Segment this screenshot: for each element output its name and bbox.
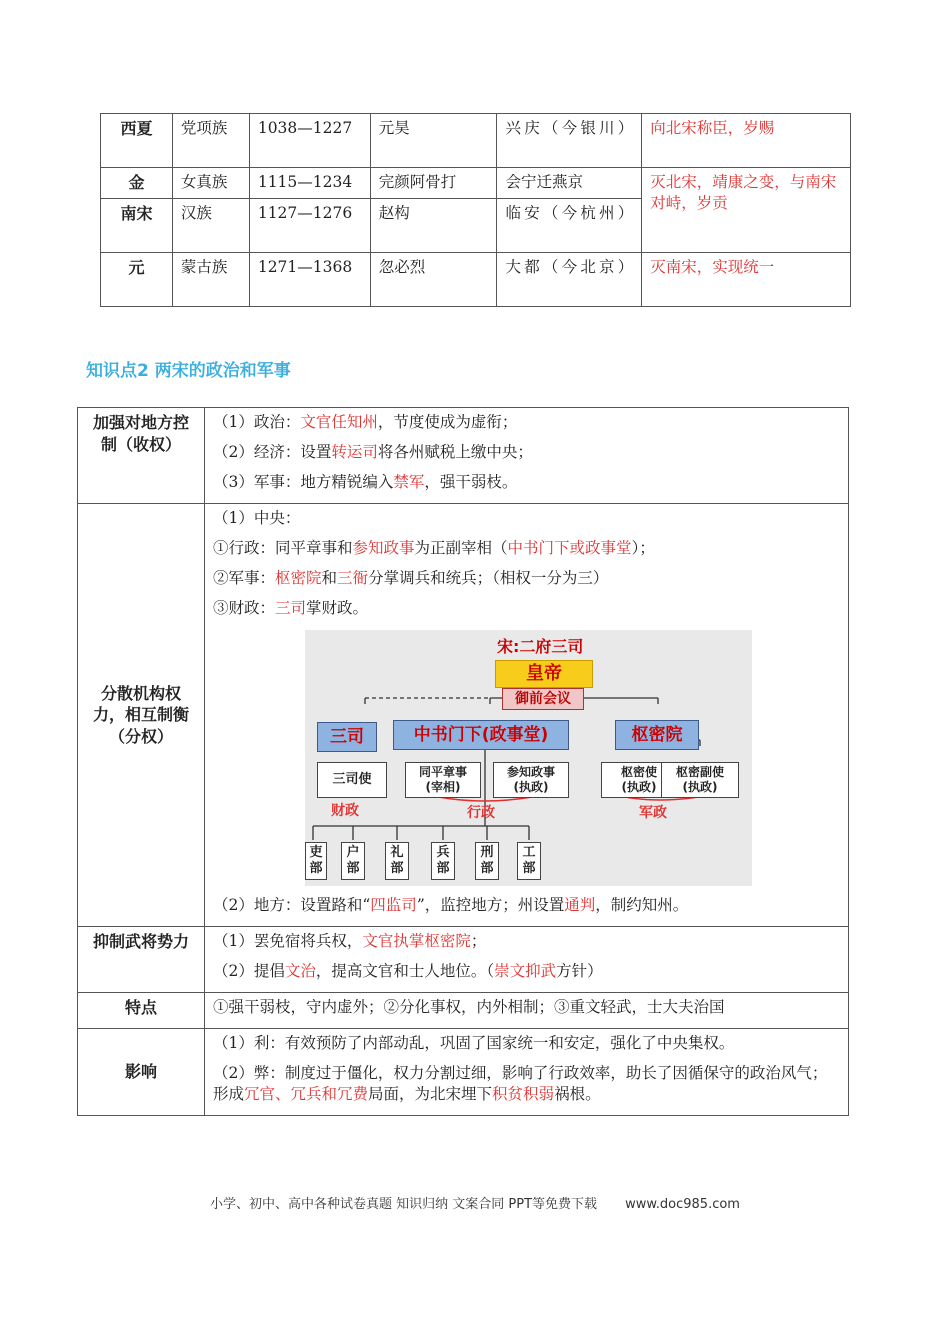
text-line: （2）提倡文治，提高文官和士人地位。（崇文抑武方针）: [213, 962, 603, 981]
dept-li2: 礼 部: [385, 842, 409, 880]
section-title: 知识点2 两宋的政治和军事: [86, 361, 291, 381]
row-body-impact: [205, 1029, 849, 1116]
dynasty-years: 1038—1227: [249, 114, 370, 168]
row-head-feature: 特点: [78, 993, 205, 1029]
text-line: （1）政治：文官任知州，节度使成为虚衔；: [213, 413, 518, 431]
dynasty-capital: 会宁迁燕京: [497, 168, 642, 199]
row-body-feature: [205, 993, 849, 1029]
shumi-box: 枢密院: [615, 720, 699, 750]
dynasty-relation: 向北宋称臣，岁赐: [642, 114, 851, 168]
dynasty-table: [100, 113, 851, 307]
text-line: （1）中央：: [213, 508, 301, 527]
text-line: （1）罢免宿将兵权，文官执掌枢密院；: [213, 932, 487, 951]
dynasty-name: 金: [101, 168, 173, 199]
row-body-divide: [205, 503, 849, 927]
footer-text: 小学、初中、高中各种试卷真题 知识归纳 文案合同 PPT等免费下载: [210, 1197, 598, 1212]
council-box: 御前会议: [502, 688, 584, 710]
dept-li: 吏 部: [305, 842, 327, 880]
text-line: ①行政：同平章事和参知政事为正副宰相（中书门下或政事堂）；: [213, 538, 655, 557]
dynasty-name: 元: [101, 253, 173, 307]
dynasty-name: 西夏: [101, 114, 173, 168]
dynasty-founder: 忽必烈: [370, 253, 497, 307]
table-row: [78, 1029, 849, 1116]
table-row: [78, 503, 849, 927]
dynasty-founder: 元昊: [370, 114, 497, 168]
table-row: [78, 408, 849, 504]
table-row: [78, 927, 849, 993]
row-head-military: 抑制武将势力: [78, 927, 205, 993]
shumifu-box: 枢密副使 (执政): [661, 762, 739, 798]
dynasty-people: 汉族: [172, 199, 249, 253]
row-head-divide: 分散机构权力，相互制衡（分权）: [78, 503, 205, 927]
text-line: （2）弊：制度过于僵化，权力分割过细，影响了行政效率，助长了因循保守的政治风气；形成冗官、冗兵和冗费局面，为北宋埋下积贫积弱祸根。: [213, 1064, 828, 1103]
dept-gong: 工 部: [517, 842, 541, 880]
sansi-box: 三司: [317, 722, 377, 752]
dept-hu: 户 部: [341, 842, 365, 880]
dynasty-people: 女真族: [172, 168, 249, 199]
dynasty-people: 党项族: [172, 114, 249, 168]
row-head-impact: 影响: [78, 1029, 205, 1116]
dynasty-years: 1115—1234: [249, 168, 370, 199]
page-footer: [0, 1193, 950, 1212]
row-body-military: [205, 927, 849, 993]
label-finance: 财政: [331, 803, 359, 820]
table-row: [101, 168, 851, 199]
dynasty-years: 1271—1368: [249, 253, 370, 307]
dynasty-founder: 赵构: [370, 199, 497, 253]
text-line: （3）军事：地方精锐编入禁军，强干弱枝。: [213, 472, 518, 491]
table-row: [101, 114, 851, 168]
footer-link[interactable]: www.doc985.com: [625, 1197, 740, 1212]
dynasty-capital: 临安（今杭州）: [497, 199, 642, 253]
dynasty-relation: 灭北宋，靖康之变，与南宋对峙，岁贡: [642, 168, 851, 253]
politics-table: [77, 407, 849, 1116]
shumishi-box: 枢密使 (执政): [601, 762, 677, 798]
label-admin: 行政: [467, 805, 495, 822]
row-body-local: [205, 408, 849, 504]
text-line: （2）经济：设置转运司将各州赋税上缴中央；: [213, 442, 533, 461]
dynasty-name: 南宋: [101, 199, 173, 253]
dynasty-capital: 兴庆（今银川）: [497, 114, 642, 168]
dynasty-founder: 完颜阿骨打: [370, 168, 497, 199]
zhongshu-box: 中书门下(政事堂): [393, 720, 569, 750]
table-row: [78, 993, 849, 1029]
sansishi-box: 三司使: [317, 762, 387, 798]
text-line: ①强干弱枝，守内虚外；②分化事权，内外相制；③重文轻武，士大夫治国: [213, 998, 725, 1017]
dynasty-people: 蒙古族: [172, 253, 249, 307]
dynasty-capital: 大都（今北京）: [497, 253, 642, 307]
dept-bing: 兵 部: [431, 842, 455, 880]
canzhi-box: 参知政事 (执政): [493, 762, 569, 798]
text-line: ②军事：枢密院和三衙分掌调兵和统兵；（相权一分为三）: [213, 568, 609, 587]
tongping-box: 同平章事 (宰相): [405, 762, 481, 798]
text-line: （1）利：有效预防了内部动乱，巩固了国家统一和安定，强化了中央集权。: [213, 1034, 735, 1053]
org-chart-diagram: [305, 630, 752, 886]
text-line: ③财政：三司掌财政。: [213, 598, 369, 617]
dynasty-years: 1127—1276: [249, 199, 370, 253]
dynasty-relation: 灭南宋，实现统一: [642, 253, 851, 307]
table-row: [101, 253, 851, 307]
dept-xing: 刑 部: [475, 842, 499, 880]
label-military: 军政: [639, 805, 667, 822]
text-line: （2）地方：设置路和“四监司”，监控地方；州设置通判，制约知州。: [213, 896, 689, 915]
row-head-local: 加强对地方控制（收权）: [78, 408, 205, 504]
emperor-box: 皇帝: [495, 660, 593, 688]
diagram-title: 宋:二府三司: [497, 637, 584, 657]
